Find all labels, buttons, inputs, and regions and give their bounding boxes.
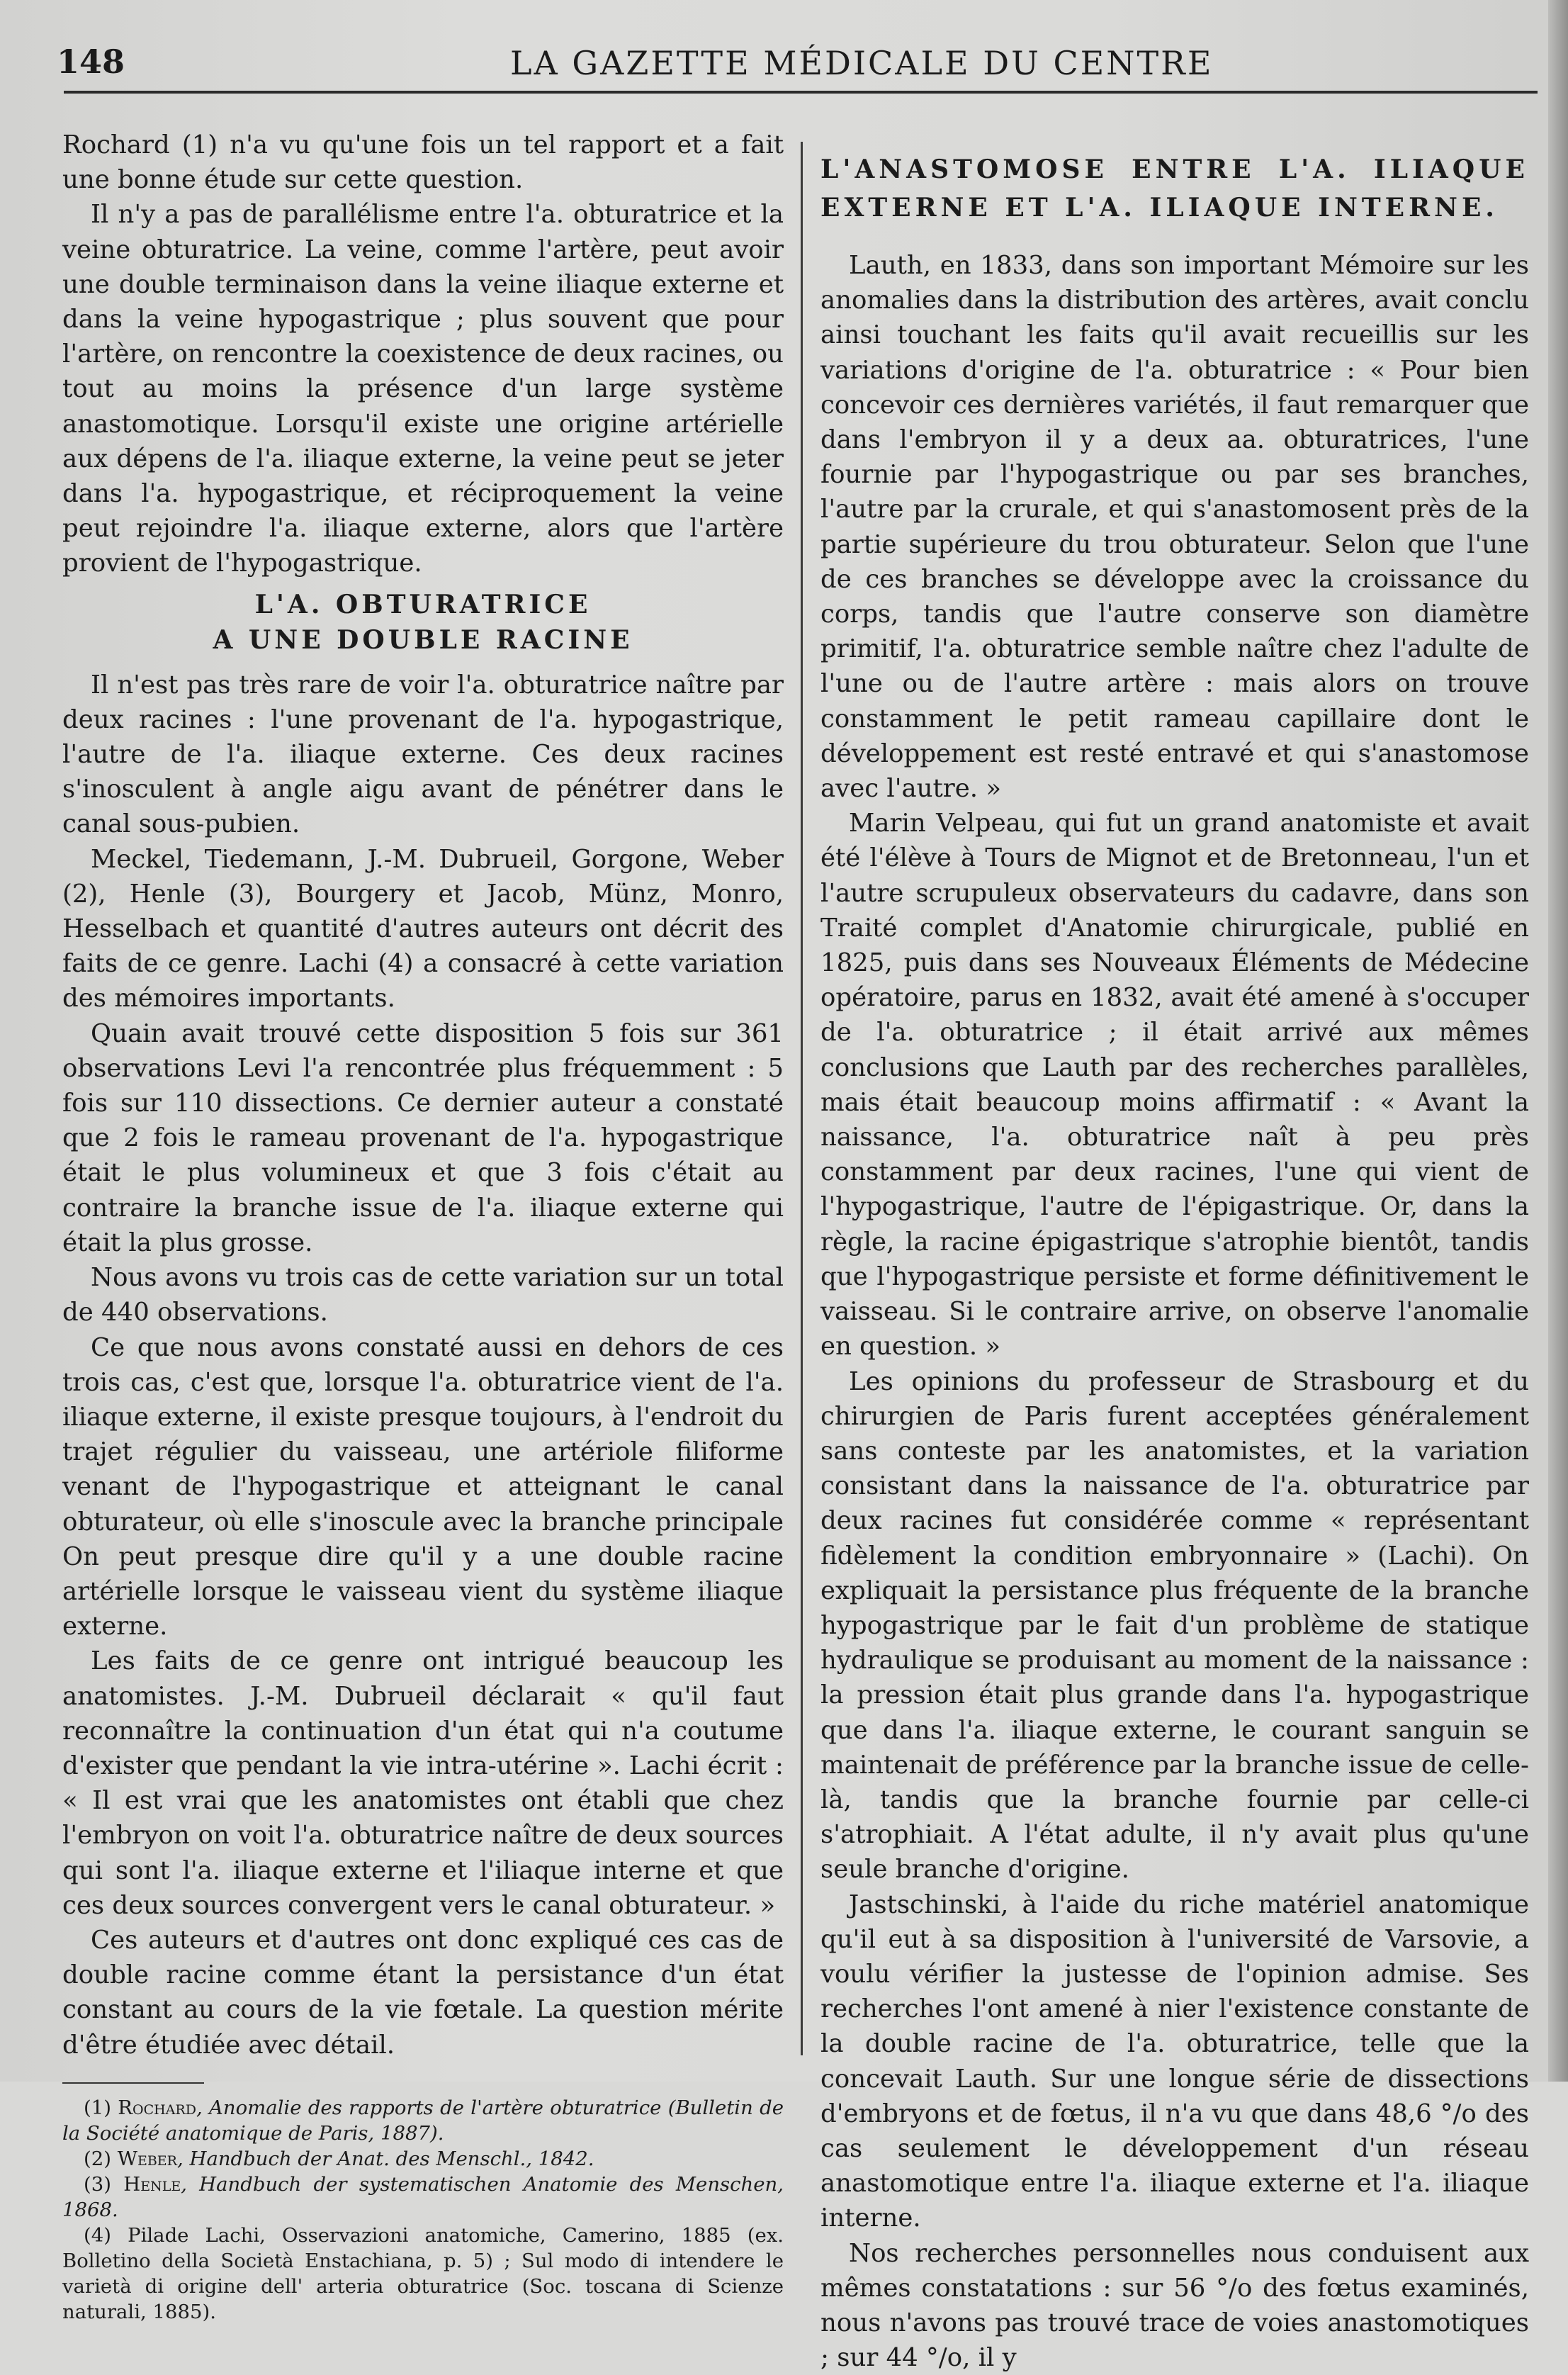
page-edge bbox=[1548, 0, 1568, 2082]
paragraph: Marin Velpeau, qui fut un grand anatomiste et avait été l'élève à Tours de Mignot et de Bretonneau, l'un et l'autre scrupuleux observateurs du cadavre, dans son Traité complet d'Anatomie chirurgicale, publié en 1825, puis dans ses Nouveaux Éléments de Médecine opératoire, parus en 1832, avait été amené à s'occuper de l'a. obturatrice ; il était arrivé aux mêmes conclusions que Lauth par des recherches parallèles, mais était beaucoup moins affirmatif : « Avant la naissance, l'a. obturatrice naît à peu près constamment par deux racines, l'une qui vient de l'hypogastrique, l'autre de l'épigastrique. Or, dans la règle, la racine épigastrique s'atrophie bientôt, tandis que l'hypogastrique persiste et forme définitivement le vaisseau. Si le contraire arrive, on observe l'anomalie en question. » bbox=[820, 809, 1529, 1361]
footnote bbox=[62, 2223, 784, 2325]
column-divider bbox=[801, 142, 803, 2055]
footnotes bbox=[62, 2095, 784, 2325]
footnote-author: Weber bbox=[117, 2147, 177, 2170]
section-heading: L'ANASTOMOSE ENTRE L'A. ILIAQUE EXTERNE ET L'A. ILIAQUE INTERNE. bbox=[820, 155, 1529, 223]
running-title: LA GAZETTE MÉDICALE DU CENTRE bbox=[510, 44, 1214, 82]
right-column bbox=[820, 150, 1529, 2375]
paragraph: Nous avons vu trois cas de cette variation sur un total de 440 observations. bbox=[62, 1263, 784, 1327]
footnote bbox=[62, 2095, 784, 2146]
footnote-number: (4) bbox=[84, 2223, 128, 2247]
paragraph: Nos recherches personnelles nous conduisent aux mêmes constatations : sur 56 °/o des fœtus examinés, nous n'avons pas trouvé trace de voies anastomotiques ; sur 44 °/o, il y bbox=[820, 2238, 1529, 2373]
footnote-rule bbox=[62, 2082, 204, 2084]
footnote-author: Henle bbox=[123, 2172, 181, 2196]
paragraph: Ces auteurs et d'autres ont donc expliqué ces cas de double racine comme étant la persistance d'un état constant au cours de la vie fœtale. La question mérite d'être étudiée avec détail. bbox=[62, 1925, 784, 2060]
paragraph: Il n'y a pas de parallélisme entre l'a. obturatrice et la veine obturatrice. La veine, comme l'artère, peut avoir une double terminaison dans la veine iliaque externe et dans la veine hypogastrique ; plus souvent que pour l'artère, on rencontre la coexistence de deux racines, ou tout au moins la présence d'un large système anastomotique. Lorsqu'il existe une origine artérielle aux dépens de l'a. iliaque externe, la veine peut se jeter dans l'a. hypogastrique, et réciproquement la veine peut rejoindre l'a. iliaque externe, alors que l'artère provient de l'hypogastrique. bbox=[62, 200, 784, 578]
footnote-text: , Anomalie des rapports de l'artère obturatrice (Bulletin de la Société anatomique de Paris, 1887). bbox=[62, 2096, 784, 2145]
paragraph: Il n'est pas très rare de voir l'a. obturatrice naître par deux racines : l'une provenant de l'a. hypogastrique, l'autre de l'a. iliaque externe. Ces deux racines s'inosculent à angle aigu avant de pénétrer dans le canal sous-pubien. bbox=[62, 670, 784, 839]
footnote-author: Rochard bbox=[118, 2096, 196, 2119]
paragraph: Rochard (1) n'a vu qu'une fois un tel rapport et a fait une bonne étude sur cette question. bbox=[62, 130, 784, 195]
footnote bbox=[62, 2146, 784, 2172]
section-heading bbox=[62, 587, 784, 658]
paragraph: Les opinions du professeur de Strasbourg et du chirurgien de Paris furent acceptées généralement sans conteste par les anatomistes, et la variation consistant dans la naissance de l'a. obturatrice par deux racines fut considérée comme « représentant fidèlement la condition embryonnaire » (Lachi). On expliquait la persistance plus fréquente de la branche hypogastrique par le fait d'un problème de statique hydraulique se produisant au moment de la naissance : la pression était plus grande dans l'a. hypogastrique que dans l'a. iliaque externe, le courant sanguin se maintenait de préférence par la branche issue de celle-là, tandis que la branche fournie par celle-ci s'atrophiait. A l'état adulte, il n'y avait plus qu'une seule branche d'origine. bbox=[820, 1366, 1529, 1885]
paragraph: Quain avait trouvé cette disposition 5 fois sur 361 observations Levi l'a rencontrée plus fréquemment : 5 fois sur 110 dissections. Ce dernier auteur a constaté que 2 fois le rameau provenant de l'a. hypogastrique était le plus volumineux et que 3 fois c'était au contraire la branche issue de l'a. iliaque externe qui était la plus grosse. bbox=[62, 1018, 784, 1257]
footnote bbox=[62, 2172, 784, 2223]
paragraph: Jastschinski, à l'aide du riche matériel anatomique qu'il eut à sa disposition à l'université de Varsovie, a voulu vérifier la justesse de l'opinion admise. Ses recherches l'ont amené à nier l'existence constante de la double racine de l'a. obturatrice, telle que la concevait Lauth. Sur une longue série de dissections d'embryons et de fœtus, il n'a vu que dans 48,6 °/o des cas seulement le développement d'un réseau anastomotique entre l'a. iliaque externe et l'a. iliaque interne. bbox=[820, 1890, 1529, 2233]
footnote-text: , Handbuch der systematischen Anatomie des Menschen, 1868. bbox=[62, 2172, 784, 2221]
footnote-text: Pilade Lachi, Osservazioni anatomiche, Camerino, 1885 (ex. Bolletino della Società Enstachiana, p. 5) ; Sul modo di intendere le varietà di origine dell' arteria obturatrice (Soc. toscana di Scienze naturali, 1885). bbox=[62, 2223, 784, 2323]
paragraph: Ce que nous avons constaté aussi en dehors de ces trois cas, c'est que, lorsque l'a. obturatrice vient de l'a. iliaque externe, il existe presque toujours, à l'endroit du trajet régulier du vaisseau, une artériole filiforme venant de l'hypogastrique et atteignant le canal obturateur, où elle s'inoscule avec la branche principale On peut presque dire qu'il y a une double racine artérielle lorsque le vaisseau vient du système iliaque externe. bbox=[62, 1332, 784, 1641]
header-rule bbox=[64, 91, 1538, 94]
paragraph: Les faits de ce genre ont intrigué beaucoup les anatomistes. J.-M. Dubrueil déclarait « qu'il faut reconnaître la continuation d'un état qui n'a coutume d'exister que pendant la vie intra-utérine ». Lachi écrit : « Il est vrai que les anatomistes ont établi que chez l'embryon on voit l'a. obturatrice naître de deux sources qui sont l'a. iliaque externe et l'iliaque interne et que ces deux sources convergent vers le canal obturateur. » bbox=[62, 1646, 784, 1920]
paragraph: Meckel, Tiedemann, J.-M. Dubrueil, Gorgone, Weber (2), Henle (3), Bourgery et Jacob, Münz, Monro, Hesselbach et quantité d'autres auteurs ont décrit des faits de ce genre. Lachi (4) a consacré à cette variation des mémoires importants. bbox=[62, 844, 784, 1014]
footnote-number: (3) bbox=[84, 2172, 124, 2196]
footnote-number: (2) bbox=[84, 2147, 118, 2170]
section-heading-line: L'A. OBTURATRICE bbox=[254, 589, 592, 619]
footnote-number: (1) bbox=[84, 2096, 118, 2119]
footnote-text: , Handbuch der Anat. des Menschl., 1842. bbox=[176, 2147, 594, 2170]
paragraph: Lauth, en 1833, dans son important Mémoire sur les anomalies dans la distribution des artères, avait conclu ainsi touchant les faits qu'il avait recueillis sur les variations d'origine de l'a. obturatrice : « Pour bien concevoir ces dernières variétés, il faut remarquer que dans l'embryon il y a deux aa. obturatrices, l'une fournie par l'hypogastrique ou par ses branches, l'autre par la crurale, et qui s'anastomosent près de la partie supérieure du trou obturateur. Selon que l'une de ces branches se développe avec la croissance du corps, tandis que l'autre conserve son diamètre primitif, l'a. obturatrice semble naître chez l'adulte de l'une ou de l'autre artère : mais alors on trouve constamment le petit rameau capillaire dont le développement est resté entravé et qui s'anastomose avec l'autre. » bbox=[820, 251, 1529, 804]
left-column bbox=[62, 128, 784, 2325]
page-header bbox=[57, 35, 1530, 99]
page-number: 148 bbox=[57, 43, 125, 81]
section-heading-line: A UNE DOUBLE RACINE bbox=[213, 624, 633, 655]
